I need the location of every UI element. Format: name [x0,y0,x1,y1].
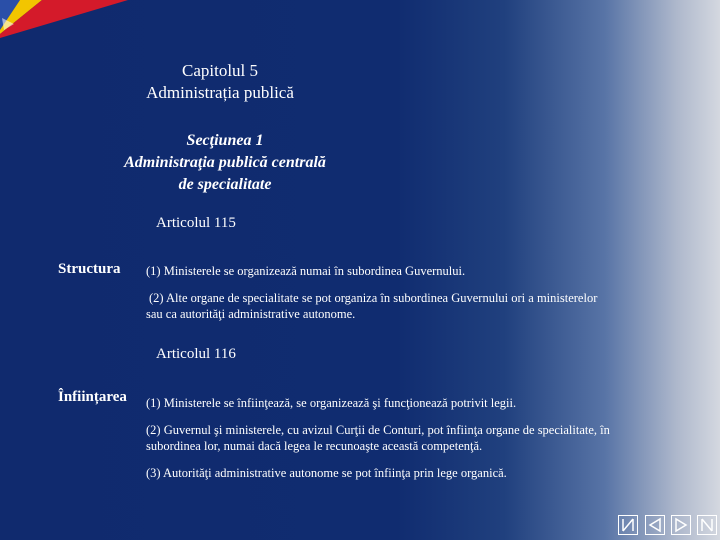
article-116-paragraph-2-line2: subordinea lor, numai dacă legea le recunoaşte această competenţă. [146,439,483,453]
next-slide-button[interactable] [671,515,691,535]
last-slide-button[interactable] [697,515,717,535]
first-slide-button[interactable] [618,515,638,535]
article-115-paragraph-2-line1: (2) Alte organe de specialitate se pot organiza în subordinea Guvernului ori a ministerelor [149,291,598,305]
article-115-paragraph-1: (1) Ministerele se organizează numai în subordinea Guvernului. [146,264,466,278]
article-116-paragraph-3: (3) Autorităţi administrative autonome se pot înfiinţa prin lege organică. [146,466,507,480]
previous-slide-icon [646,516,664,534]
article-116-heading: Articolul 116 [156,346,236,362]
article-116-paragraph-2-line1: (2) Guvernul şi ministerele, cu avizul Curţii de Conturi, pot înfiinţa organe de specialitate, în [146,423,610,437]
infiintarea-label: Înființarea [58,389,127,405]
article-115-paragraph-2-line2: sau ca autorităţi administrative autonome. [146,307,356,321]
chapter-name: Administrația publică [146,83,294,102]
section-title [80,130,370,196]
chapter-number: Capitolul 5 [181,61,259,80]
article-115-heading: Articolul 115 [156,215,236,231]
chapter-title [100,60,340,104]
previous-slide-button[interactable] [645,515,665,535]
section-name-line1: Administraţia publică centrală [124,154,326,171]
last-slide-icon [698,516,716,534]
structura-label: Structura [58,261,121,277]
first-slide-icon [619,516,637,534]
flag-corner-decoration [0,0,130,40]
article-116-paragraph-2 [146,422,610,454]
article-116-paragraph-1: (1) Ministerele se înfiinţează, se organizează şi funcţionează potrivit legii. [146,396,517,410]
next-slide-icon [672,516,690,534]
section-name-line2: de specialitate [178,176,272,193]
article-115-paragraph-2 [146,290,597,322]
section-number: Secţiunea 1 [186,132,264,149]
